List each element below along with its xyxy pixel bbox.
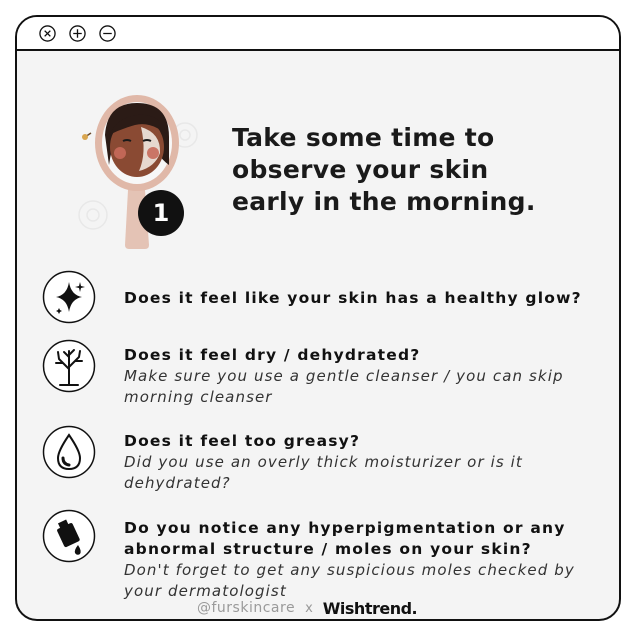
oil-drop-icon: [42, 425, 96, 479]
plus-icon[interactable]: [69, 25, 86, 42]
brand-logo: Wishtrend.: [322, 598, 418, 618]
question-dry: [124, 345, 604, 408]
headline-line: Take some time to: [232, 123, 495, 152]
social-handle: @furskincare: [197, 600, 296, 616]
footer-credits: [197, 597, 417, 619]
step-number-badge: 1: [138, 190, 184, 236]
question-title: abnormal structure / moles on your skin?: [124, 540, 532, 558]
sparkle-icon: [42, 270, 96, 324]
headline-line: early in the morning.: [232, 187, 536, 216]
dry-tree-icon: [42, 339, 96, 393]
question-title: Does it feel too greasy?: [124, 432, 361, 450]
question-title: Does it feel dry / dehydrated?: [124, 346, 421, 364]
mirror-illustration: [65, 95, 215, 255]
question-title: Do you notice any hyperpigmentation or any: [124, 519, 566, 537]
question-hint: your dermatologist: [124, 582, 287, 600]
question-pigmentation: [124, 518, 604, 602]
question-glow: [124, 288, 604, 309]
headline: [232, 122, 612, 218]
minus-icon[interactable]: [99, 25, 116, 42]
title-bar: [17, 17, 619, 51]
close-icon[interactable]: [39, 25, 56, 42]
question-hint: Make sure you use a gentle cleanser / you can skip: [124, 367, 564, 385]
question-hint: Don't forget to get any suspicious moles checked by: [124, 561, 575, 579]
question-hint: morning cleanser: [124, 388, 273, 406]
question-greasy: [124, 431, 604, 494]
credit-separator: x: [305, 600, 313, 616]
question-hint: Did you use an overly thick moisturizer or is it: [124, 453, 523, 471]
window-frame: [15, 15, 621, 621]
question-title: Does it feel like your skin has a healthy glow?: [124, 289, 582, 307]
question-hint: dehydrated?: [124, 474, 231, 492]
pigment-bottle-icon: [42, 509, 96, 563]
headline-line: observe your skin: [232, 155, 489, 184]
